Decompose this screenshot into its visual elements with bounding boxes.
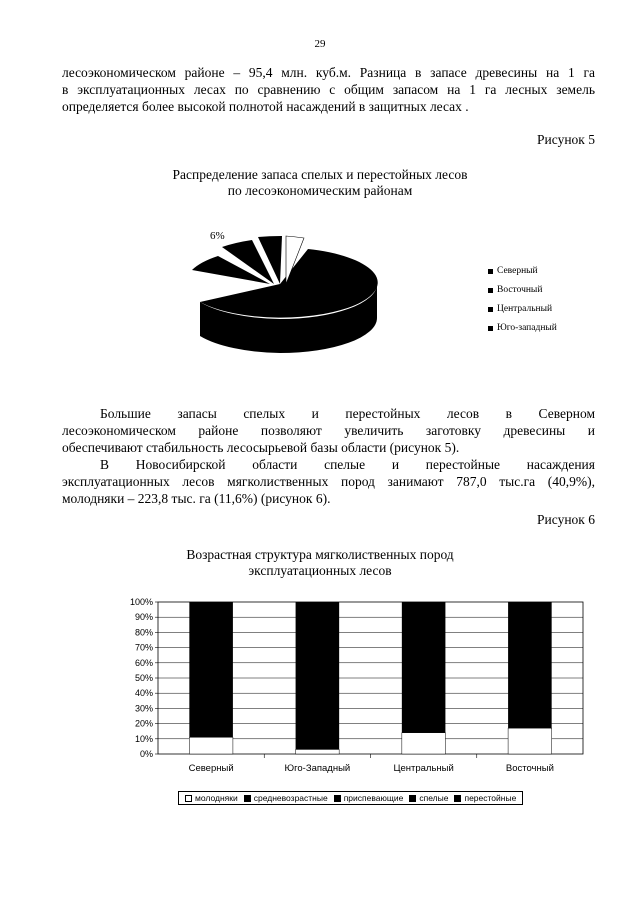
figure6-title-line-2: эксплуатационных лесов [248,563,392,578]
bar-legend-item-4 [409,793,448,803]
paragraph-1 [62,64,595,115]
pie-chart [170,222,420,372]
bar-segment [402,733,446,754]
bar-legend-label: перестойные [464,793,517,803]
bar-segment [402,602,446,733]
pie-legend-item-4 [488,319,557,338]
y-tick-label: 60% [134,657,153,668]
y-tick-label: 80% [134,627,153,638]
bar-legend-label: средневозрастные [253,793,328,803]
y-tick-label: 40% [134,688,153,699]
legend-swatch [488,307,493,312]
legend-swatch [488,326,493,331]
figure6-title [0,547,640,579]
para2-line-3: обеспечивают стабильность лесосырьевой базы области (рисунок 5). [62,440,460,455]
bar-segment [508,602,552,728]
legend-swatch [454,795,461,802]
legend-swatch [488,269,493,274]
x-tick-label: Северный [188,763,234,774]
bar-legend-label: приспевающие [343,793,404,803]
pie-data-label: 6% [210,230,225,242]
legend-swatch [244,795,251,802]
figure5-title [0,167,640,199]
y-tick-label: 70% [134,642,153,653]
bar-legend-item-2 [244,793,328,803]
para1-line-3: определяется более высокой полнотой насаждений в защитных лесах . [62,99,469,114]
bar-segment [189,737,233,754]
bar-legend-label: спелые [419,793,449,803]
pie-legend-item-2 [488,281,557,300]
para2-line-5: эксплуатационных лесов мягколиственных пород занимают 787,0 тыс.га (40,9%), [62,474,595,489]
bar-legend-item-5 [454,793,516,803]
figure5-label: Рисунок 5 [537,132,595,147]
bar-legend-item-3 [334,793,404,803]
figure6-label: Рисунок 6 [537,512,595,527]
bar-segment [296,602,340,749]
page-number: 29 [314,38,326,50]
figure5-title-line-1: Распределение запаса спелых и перестойных лесов [172,167,468,182]
pie-legend-label: Восточный [497,285,543,295]
legend-swatch [488,288,493,293]
figure6-title-line-1: Возрастная структура мягколиственных пород [186,547,454,562]
bar-legend-label: молодняки [195,793,238,803]
y-tick-label: 50% [134,673,153,683]
para2-line-6: молодняки – 223,8 тыс. га (11,6%) (рисунок 6). [62,491,331,506]
stacked-bar-chart [110,592,600,784]
y-tick-label: 100% [129,597,153,607]
pie-legend-item-1 [488,262,557,281]
x-tick-label: Юго-Западный [284,763,351,774]
para2-line-4: В Новосибирской области спелые и перестойные насаждения [100,457,595,472]
pie-legend-label: Юго-западный [497,323,557,333]
para2-line-1: Большие запасы спелых и перестойных лесов в Северном [100,406,595,421]
para2-line-2: лесоэкономическом районе позволяют увеличить заготовку древесины и [62,423,595,438]
y-tick-label: 30% [134,703,153,714]
y-tick-label: 90% [134,612,153,623]
x-tick-label: Восточный [505,763,554,774]
para1-line-2: в эксплуатационных лесах по сравнению с общим запасом на 1 га лесных земель [62,82,595,97]
y-tick-label: 10% [134,733,153,744]
pie-legend-item-3 [488,300,557,319]
bar-segment [189,602,233,737]
bar-segment [508,728,552,754]
y-tick-label: 20% [134,718,153,729]
pie-legend-label: Центральный [497,304,553,314]
legend-swatch [334,795,341,802]
bar-legend [178,791,523,805]
para1-line-1: лесоэкономическом районе – 95,4 млн. куб.м. Разница в запасе древесины на 1 га [62,65,595,80]
paragraph-2 [62,405,595,507]
legend-swatch [409,795,416,802]
y-tick-label: 0% [139,749,153,759]
bar-segment [296,749,340,754]
x-tick-label: Центральный [393,763,454,774]
pie-legend [488,262,557,338]
bar-legend-item-1 [185,793,238,803]
legend-swatch [185,795,192,802]
pie-legend-label: Северный [497,266,538,276]
figure5-title-line-2: по лесоэкономическим районам [227,183,413,198]
